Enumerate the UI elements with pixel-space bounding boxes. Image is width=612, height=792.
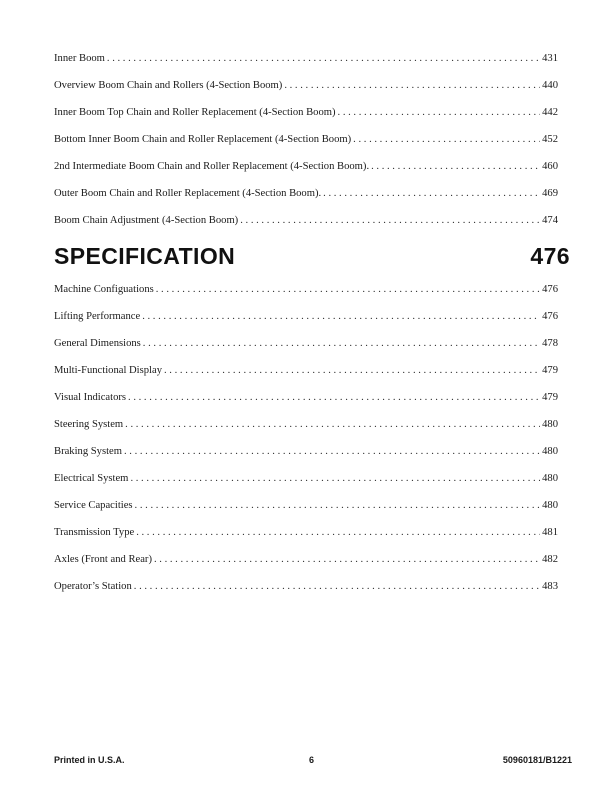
toc-entry-page: 476 bbox=[542, 311, 558, 322]
page-footer bbox=[54, 753, 572, 767]
dot-leader bbox=[141, 337, 540, 350]
toc-entry[interactable] bbox=[54, 310, 558, 323]
toc-entry-page: 481 bbox=[542, 527, 558, 538]
toc-entry-page: 479 bbox=[542, 365, 558, 376]
toc-entry[interactable] bbox=[54, 133, 558, 146]
dot-leader bbox=[105, 52, 540, 65]
dot-leader bbox=[140, 310, 540, 323]
toc-entry-page: 482 bbox=[542, 554, 558, 565]
toc-entry-label: Boom Chain Adjustment (4-Section Boom) bbox=[54, 215, 239, 226]
toc-entry-label: Overview Boom Chain and Rollers (4-Section Boom) bbox=[54, 80, 283, 91]
toc-entry-label: Inner Boom Top Chain and Roller Replacement (4-Section Boom) bbox=[54, 107, 336, 118]
toc-entry-label: Machine Configuations bbox=[54, 284, 154, 295]
toc-entry-label: Braking System bbox=[54, 446, 122, 457]
toc-entry-page: 483 bbox=[542, 581, 558, 592]
footer-printed-in: Printed in U.S.A. bbox=[54, 755, 125, 765]
dot-leader bbox=[321, 187, 540, 200]
toc-entry-page: 480 bbox=[542, 446, 558, 457]
toc-entry-page: 442 bbox=[542, 107, 558, 118]
footer-document-number: 50960181/B1221 bbox=[502, 755, 572, 765]
toc-entry[interactable] bbox=[54, 553, 558, 566]
toc-entry-label: Multi-Functional Display bbox=[54, 365, 162, 376]
toc-entry-page: 440 bbox=[542, 80, 558, 91]
toc-entry[interactable] bbox=[54, 214, 558, 227]
toc-entry[interactable] bbox=[54, 526, 558, 539]
dot-leader bbox=[122, 445, 540, 458]
dot-leader bbox=[336, 106, 541, 119]
toc-entry-label: Axles (Front and Rear) bbox=[54, 554, 152, 565]
toc-entry-page: 480 bbox=[542, 419, 558, 430]
toc-entry-label: Inner Boom bbox=[54, 53, 105, 64]
dot-leader bbox=[351, 133, 540, 146]
toc-entry-label: 2nd Intermediate Boom Chain and Roller Replacement (4-Section Boom). bbox=[54, 161, 370, 172]
dot-leader bbox=[282, 79, 540, 92]
toc-entry-label: Transmission Type bbox=[54, 527, 135, 538]
footer-page-number: 6 bbox=[309, 755, 315, 765]
toc-entry-page: 460 bbox=[542, 161, 558, 172]
toc-entry[interactable] bbox=[54, 187, 558, 200]
section-title: SPECIFICATION bbox=[54, 243, 236, 269]
toc-entry-page: 480 bbox=[542, 500, 558, 511]
toc-entry-label: Steering System bbox=[54, 419, 124, 430]
toc-entry[interactable] bbox=[54, 106, 558, 119]
dot-leader bbox=[238, 214, 540, 227]
toc-entry-page: 480 bbox=[542, 473, 558, 484]
toc-entry[interactable] bbox=[54, 391, 558, 404]
toc-entry-page: 469 bbox=[542, 188, 558, 199]
toc-entry[interactable] bbox=[54, 418, 558, 431]
toc-entry-page: 476 bbox=[542, 284, 558, 295]
toc-entry-page: 478 bbox=[542, 338, 558, 349]
toc-entry[interactable] bbox=[54, 337, 558, 350]
toc-entry-label: General Dimensions bbox=[54, 338, 141, 349]
dot-leader bbox=[123, 418, 540, 431]
toc-entry-page: 474 bbox=[542, 215, 558, 226]
dot-leader bbox=[132, 580, 540, 593]
dot-leader bbox=[126, 391, 540, 404]
toc-entry-label: Service Capacities bbox=[54, 500, 133, 511]
toc-entry-page: 431 bbox=[542, 53, 558, 64]
toc-entry-label: Visual Indicators bbox=[54, 392, 127, 403]
dot-leader bbox=[369, 160, 540, 173]
toc-entry-label: Electrical System bbox=[54, 473, 129, 484]
toc-entry[interactable] bbox=[54, 160, 558, 173]
toc-entry-page: 479 bbox=[542, 392, 558, 403]
toc-entry[interactable] bbox=[54, 580, 558, 593]
dot-leader bbox=[128, 472, 540, 485]
toc-entry[interactable] bbox=[54, 445, 558, 458]
toc-entry[interactable] bbox=[54, 499, 558, 512]
section-page: 476 bbox=[530, 243, 570, 269]
dot-leader bbox=[154, 283, 540, 296]
toc-entry[interactable] bbox=[54, 283, 558, 296]
toc-entry[interactable] bbox=[54, 52, 558, 65]
dot-leader bbox=[162, 364, 540, 377]
dot-leader bbox=[133, 499, 541, 512]
toc-entry-label: Outer Boom Chain and Roller Replacement (4-Section Boom). bbox=[54, 188, 322, 199]
toc-entry-label: Operator’s Station bbox=[54, 581, 132, 592]
toc-entry[interactable] bbox=[54, 364, 558, 377]
toc-entry[interactable] bbox=[54, 472, 558, 485]
toc-entry-page: 452 bbox=[542, 134, 558, 145]
toc-entry-label: Lifting Performance bbox=[54, 311, 141, 322]
section-heading[interactable] bbox=[54, 242, 570, 270]
dot-leader bbox=[152, 553, 540, 566]
dot-leader bbox=[134, 526, 540, 539]
toc-entry[interactable] bbox=[54, 79, 558, 92]
toc-entry-label: Bottom Inner Boom Chain and Roller Replacement (4-Section Boom) bbox=[54, 134, 352, 145]
